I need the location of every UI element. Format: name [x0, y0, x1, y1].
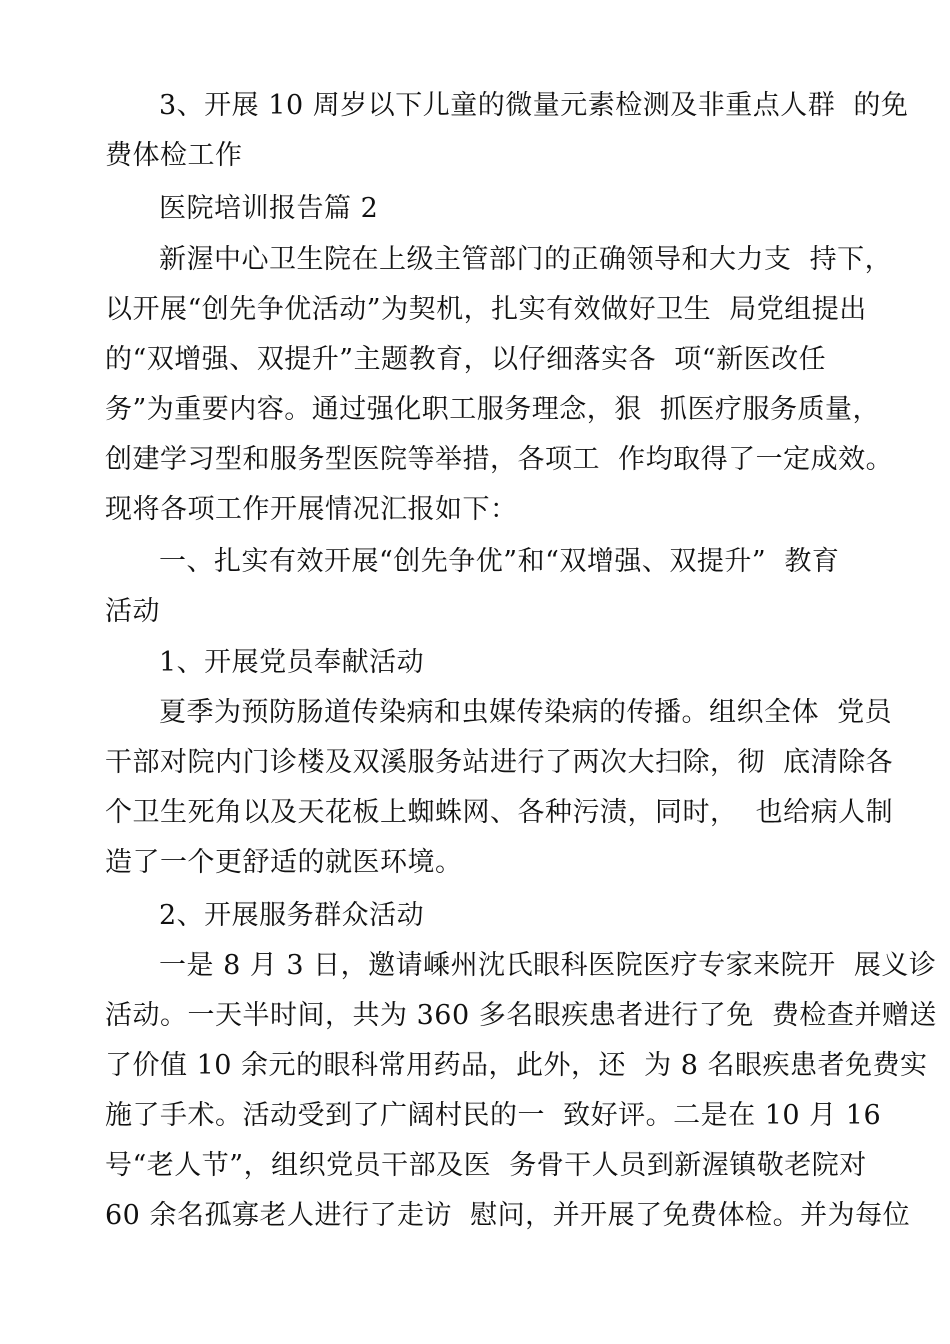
- paragraph-line: 了价值 10 余元的眼科常用药品，此外，还 为 8 名眼疾患者免费实: [105, 1050, 928, 1081]
- paragraph-line: 施了手术。活动受到了广阔村民的一 致好评。二是在 10 月 16: [105, 1100, 882, 1131]
- paragraph-line: 个卫生死角以及天花板上蜘蛛网、各种污渍，同时， 也给病人制: [105, 797, 894, 828]
- subsection-heading: 1、开展党员奉献活动: [159, 647, 425, 678]
- section-heading: 医院培训报告篇 2: [159, 193, 379, 224]
- paragraph-line: 夏季为预防肠道传染病和虫媒传染病的传播。组织全体 党员: [159, 697, 893, 728]
- paragraph-line: 务”为重要内容。通过强化职工服务理念，狠 抓医疗服务质量，: [105, 394, 880, 425]
- section-heading: 一、扎实有效开展“创先争优”和“双增强、双提升” 教育: [159, 546, 840, 577]
- paragraph-line: 干部对院内门诊楼及双溪服务站进行了两次大扫除，彻 底清除各: [105, 747, 894, 778]
- paragraph-line: 的“双增强、双提升”主题教育，以仔细落实各 项“新医改任: [105, 344, 827, 375]
- paragraph-line: 活动。一天半时间，共为 360 多名眼疾患者进行了免 费检查并赠送: [105, 1000, 937, 1031]
- section-heading: 活动: [105, 596, 160, 627]
- paragraph-line: 号“老人节”，组织党员干部及医 务骨干人员到新渥镇敬老院对: [105, 1150, 867, 1181]
- paragraph-line: 以开展“创先争优活动”为契机，扎实有效做好卫生 局党组提出: [105, 294, 867, 325]
- paragraph-line: 创建学习型和服务型医院等举措，各项工 作均取得了一定成效。: [105, 444, 894, 475]
- paragraph-line: 现将各项工作开展情况汇报如下：: [105, 494, 518, 525]
- paragraph-line: 新渥中心卫生院在上级主管部门的正确领导和大力支 持下，: [159, 244, 893, 275]
- paragraph-line: 费体检工作: [105, 140, 243, 171]
- paragraph-line: 造了一个更舒适的就医环境。: [105, 847, 463, 878]
- paragraph-line: 60 余名孤寡老人进行了走访 慰问，并开展了免费体检。并为每位: [105, 1200, 911, 1231]
- paragraph-line: 一是 8 月 3 日，邀请嵊州沈氏眼科医院医疗专家来院开 展义诊: [159, 950, 937, 981]
- subsection-heading: 2、开展服务群众活动: [159, 900, 425, 931]
- paragraph-line: 3、开展 10 周岁以下儿童的微量元素检测及非重点人群 的免: [159, 90, 909, 121]
